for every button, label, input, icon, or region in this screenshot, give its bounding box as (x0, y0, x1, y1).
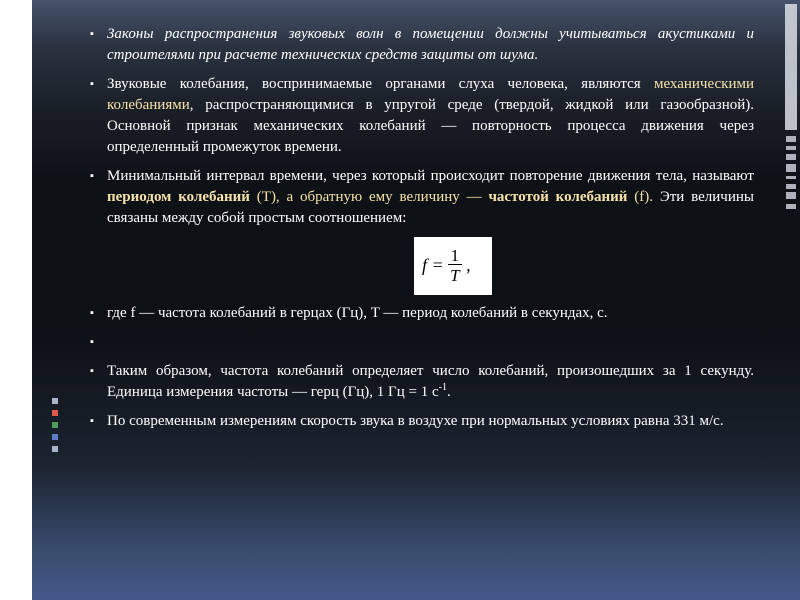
paragraph-5-empty (90, 332, 754, 353)
decor-bar (786, 176, 796, 179)
formula-numerator: 1 (448, 247, 463, 265)
paragraph-3-text-a: Минимальный интервал времени, через который происходит повторение движения тела, называют (107, 168, 754, 184)
decor-mark (52, 410, 58, 416)
decorative-color-marks (52, 398, 60, 458)
decor-bar (786, 154, 796, 160)
paragraph-3 (90, 166, 754, 229)
term-frequency: частотой колебаний (488, 189, 628, 205)
formula-lhs: f = (422, 255, 444, 275)
decor-bar (786, 136, 796, 142)
paragraph-6-text-a: Таким образом, частота колебаний определяет число колебаний, произошедших за 1 секунду. Единица измерения частоты — герц (Гц), 1 Гц = 1 с (107, 363, 754, 400)
paragraph-6-text-b: . (446, 384, 451, 400)
formula-tail: , (466, 255, 471, 275)
paragraph-4 (90, 303, 754, 324)
term-period-symbol: (T), а обратную ему величину — (249, 189, 489, 205)
paragraph-2-text-b: , распространяющимися в упругой среде (твердой, жидкой или газообразной). Основной признак механических колебаний — повторность процесса движения через определенный промежуток времени. (107, 97, 754, 155)
decor-bar (786, 164, 796, 172)
decorative-side-bars (782, 0, 800, 600)
decor-mark (52, 422, 58, 428)
paragraph-2-text-a: Звуковые колебания, воспринимаемые органами слуха человека, являются (107, 76, 654, 92)
paragraph-1 (90, 24, 754, 66)
decor-bar (786, 184, 796, 189)
decor-bar (786, 146, 796, 150)
formula-denominator: T (450, 266, 460, 285)
decor-bar (785, 4, 797, 130)
term-period: периодом колебаний (107, 189, 250, 205)
formula-fraction (448, 247, 463, 284)
decor-bar (786, 192, 796, 199)
slide-content (90, 24, 754, 440)
paragraph-4-text: где f — частота колебаний в герцах (Гц), T — период колебаний в секундах, с. (107, 305, 608, 321)
paragraph-6-superscript: -1 (438, 382, 447, 393)
highlight-mechanical-oscillations: механическими колебаниями (107, 76, 754, 113)
decor-bar (786, 204, 796, 209)
paragraph-2 (90, 74, 754, 158)
paragraph-7-text: По современным измерениям скорость звука в воздухе при нормальных условиях равна 331 м/с. (107, 413, 724, 429)
paragraph-3-text-b: Эти величины связаны между собой простым соотношением: (107, 189, 754, 226)
paragraph-6 (90, 361, 754, 403)
formula-image (414, 237, 492, 295)
term-frequency-symbol: (f). (627, 189, 653, 205)
decor-mark (52, 398, 58, 404)
formula (422, 247, 471, 284)
decor-mark (52, 446, 58, 452)
decor-mark (52, 434, 58, 440)
paragraph-7 (90, 411, 754, 432)
paragraph-1-text: Законы распространения звуковых волн в помещении должны учитываться акустиками и строителями при расчете технических средств защиты от шума. (107, 26, 754, 63)
